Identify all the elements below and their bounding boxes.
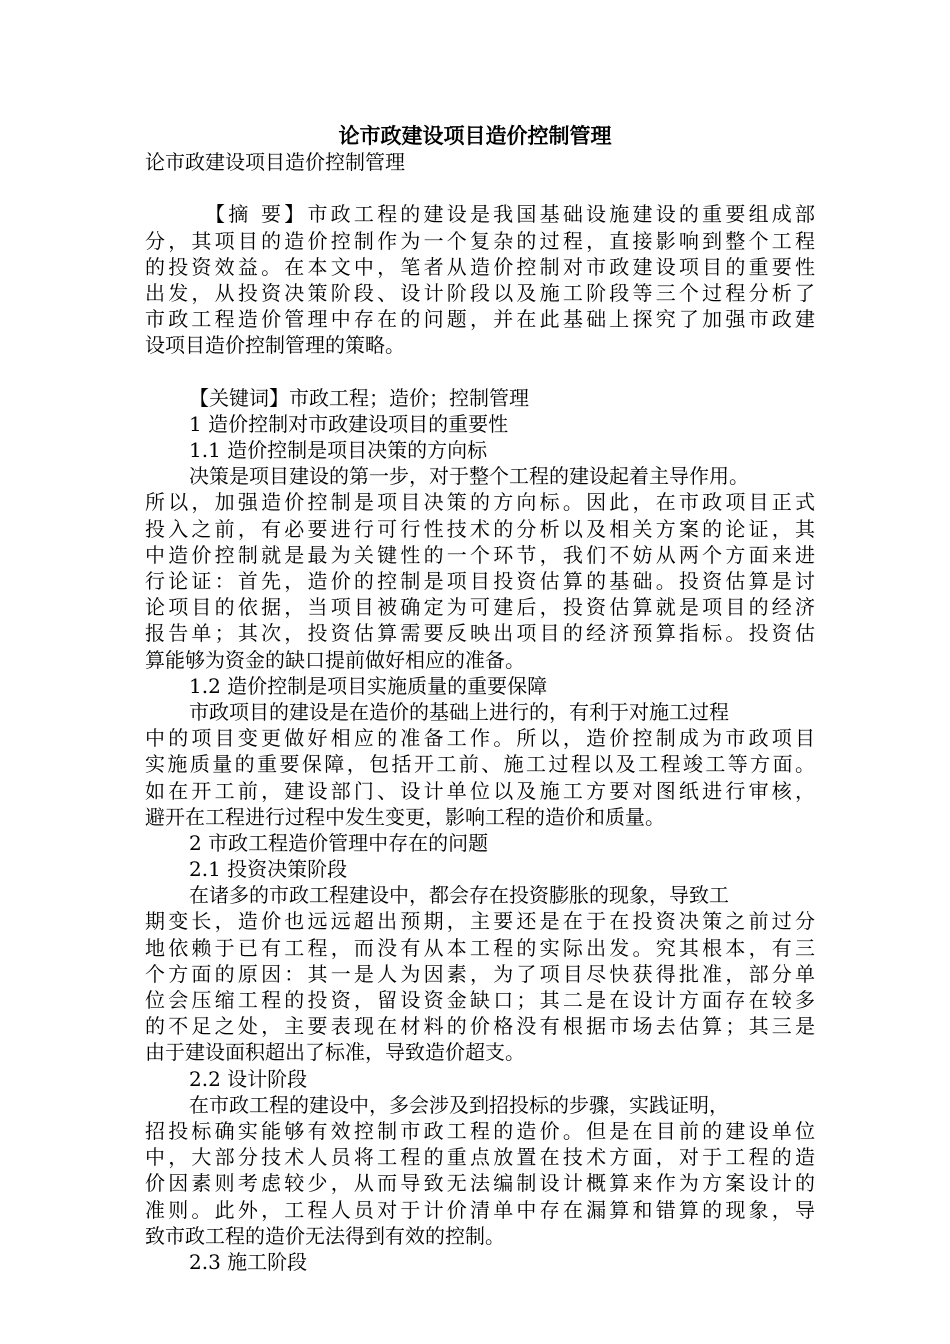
- paragraph-line: 由于建设面积超出了标准，导致造价超支。: [145, 1040, 525, 1065]
- paragraph-line: 算能够为资金的缺口提前做好相应的准备。: [145, 647, 525, 672]
- abstract-paragraph: [145, 201, 815, 358]
- subsection-heading: 1.1 造价控制是项目决策的方向标: [189, 438, 488, 463]
- paragraph-line: 地依赖于已有工程，而没有从本工程的实际出发。究其根本，有三: [145, 935, 815, 960]
- paragraph-line: 出发，从投资决策阶段、设计阶段以及施工阶段等三个过程分析了: [145, 280, 815, 305]
- paragraph-2-1: [145, 882, 815, 1065]
- paragraph-line: 市政工程造价管理中存在的问题，并在此基础上探究了加强市政建: [145, 307, 815, 332]
- document-title: 论市政建设项目造价控制管理: [338, 123, 612, 148]
- paragraph-line: 期变长，造价也远远超出预期，主要还是在于在投资决策之前过分: [145, 909, 815, 934]
- paragraph-line: 位会压缩工程的投资，留设资金缺口；其二是在设计方面存在较多: [145, 988, 815, 1012]
- paragraph-line: 个方面的原因：其一是人为因素，为了项目尽快获得批准，部分单: [145, 961, 815, 986]
- document-body: [145, 149, 815, 1275]
- paragraph-line: 中造价控制就是最为关键性的一个环节，我们不妨从两个方面来进: [145, 542, 815, 567]
- section-heading: 1 造价控制对市政建设项目的重要性: [189, 411, 509, 436]
- paragraph-line: 所以，加强造价控制是项目决策的方向标。因此，在市政项目正式: [145, 490, 815, 515]
- paragraph-line: 报告单；其次，投资估算需要反映出项目的经济预算指标。投资估: [145, 621, 815, 646]
- paragraph-line: 在诸多的市政工程建设中，都会存在投资膨胀的现象，导致工: [189, 883, 729, 908]
- paragraph-2-2: [145, 1092, 815, 1249]
- paragraph-line: 如在开工前，建设部门、设计单位以及施工方要对图纸进行审核，: [145, 778, 815, 803]
- paragraph-line: 实施质量的重要保障，包括开工前、施工过程以及工程竣工等方面。: [145, 752, 815, 777]
- paragraph-line: 致市政工程的造价无法得到有效的控制。: [145, 1223, 505, 1248]
- paragraph-line: 准则。此外，工程人员对于计价清单中存在漏算和错算的现象，导: [145, 1197, 815, 1222]
- paragraph-line: 的不足之处，主要表现在材料的价格没有根据市场去估算；其三是: [145, 1014, 815, 1039]
- keywords: 【关键词】市政工程；造价；控制管理: [189, 385, 529, 410]
- paragraph-line: 市政项目的建设是在造价的基础上进行的，有利于对施工过程: [189, 699, 729, 724]
- paragraph-line: 决策是项目建设的第一步，对于整个工程的建设起着主导作用。: [189, 464, 749, 489]
- paragraph-line: 论项目的依据，当项目被确定为可建后，投资估算就是项目的经济: [145, 595, 815, 620]
- subsection-heading: 2.3 施工阶段: [189, 1249, 308, 1274]
- paragraph-1-1: [145, 463, 815, 673]
- paragraph-line: 招投标确实能够有效控制市政工程的造价。但是在目前的建设单位: [145, 1118, 815, 1143]
- blank-line: [145, 359, 815, 385]
- paragraph-line: 价因素则考虑较少，从而导致无法编制设计概算来作为方案设计的: [145, 1171, 815, 1196]
- blank-line: [145, 175, 815, 201]
- paragraph-line: 的投资效益。在本文中，笔者从造价控制对市政建设项目的重要性: [145, 254, 815, 279]
- paragraph-line: 避开在工程进行过程中发生变更，影响工程的造价和质量。: [145, 804, 665, 829]
- paragraph-line: 中的项目变更做好相应的准备工作。所以，造价控制成为市政项目: [145, 726, 815, 751]
- paragraph-line: 分，其项目的造价控制作为一个复杂的过程，直接影响到整个工程: [145, 228, 815, 253]
- section-heading: 2 市政工程造价管理中存在的问题: [189, 830, 489, 855]
- subsection-heading: 2.2 设计阶段: [189, 1066, 308, 1091]
- paragraph-line: 设项目造价控制管理的策略。: [145, 333, 405, 358]
- document-subtitle: 论市政建设项目造价控制管理: [145, 150, 405, 174]
- paragraph-line: 行论证：首先，造价的控制是项目投资估算的基础。投资估算是讨: [145, 569, 815, 593]
- paragraph-1-2: [145, 699, 815, 830]
- subsection-heading: 1.2 造价控制是项目实施质量的重要保障: [189, 673, 548, 698]
- paragraph-line: 【摘 要】市政工程的建设是我国基础设施建设的重要组成部: [205, 202, 815, 227]
- paragraph-line: 在市政工程的建设中，多会涉及到招投标的步骤，实践证明，: [189, 1092, 729, 1117]
- paragraph-line: 中，大部分技术人员将工程的重点放置在技术方面，对于工程的造: [145, 1145, 815, 1170]
- subsection-heading: 2.1 投资决策阶段: [189, 857, 348, 882]
- paragraph-line: 投入之前，有必要进行可行性技术的分析以及相关方案的论证，其: [145, 516, 815, 541]
